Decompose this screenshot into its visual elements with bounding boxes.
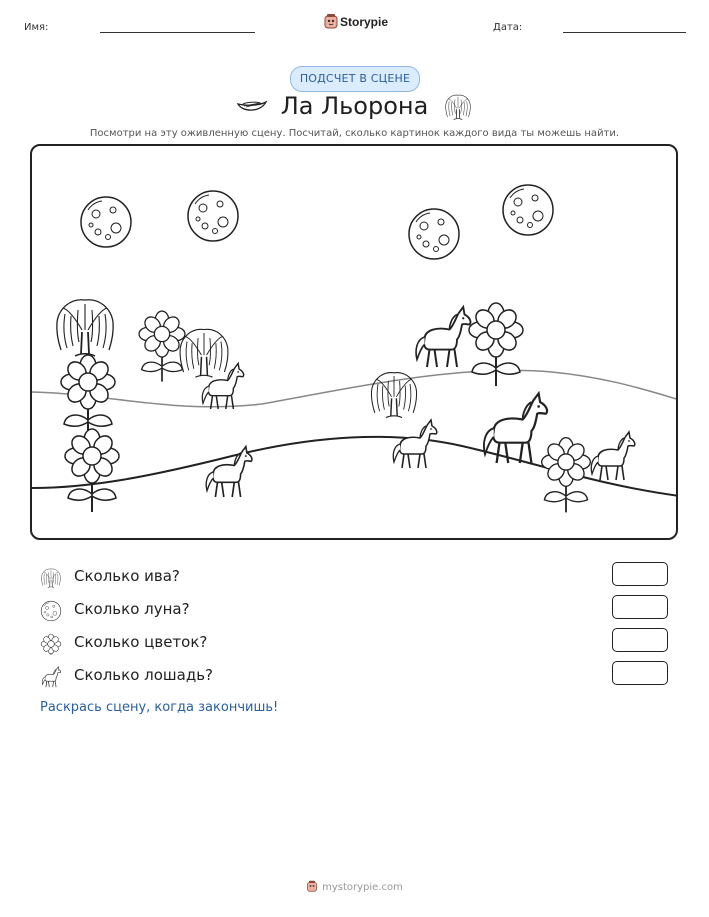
answer-box[interactable] bbox=[612, 628, 668, 652]
footer-brand bbox=[0, 880, 709, 893]
name-field[interactable] bbox=[100, 32, 255, 33]
question-row-moon bbox=[40, 597, 680, 623]
moon-2 bbox=[188, 191, 238, 241]
answer-box[interactable] bbox=[612, 562, 668, 586]
willow-icon bbox=[444, 92, 472, 122]
page-title: Ла Льорона bbox=[280, 92, 429, 120]
moon-icon bbox=[40, 600, 62, 622]
flower-5 bbox=[542, 438, 591, 513]
flower-1 bbox=[139, 311, 185, 382]
brand-name: Storypie bbox=[340, 15, 389, 29]
horse-6 bbox=[591, 432, 635, 480]
question-row-horse bbox=[40, 663, 680, 689]
horse-icon bbox=[40, 666, 62, 688]
horse-5 bbox=[484, 393, 547, 463]
answer-box[interactable] bbox=[612, 595, 668, 619]
horse-3 bbox=[393, 420, 437, 468]
storypie-logo-icon bbox=[306, 880, 318, 892]
horse-4 bbox=[206, 447, 252, 497]
answer-box[interactable] bbox=[612, 661, 668, 685]
question-text: Сколько ива? bbox=[74, 567, 180, 585]
moon-4 bbox=[503, 185, 553, 235]
horse-2 bbox=[416, 307, 470, 367]
counting-scene bbox=[30, 144, 678, 540]
flower-2 bbox=[61, 355, 115, 438]
question-text: Сколько луна? bbox=[74, 600, 190, 618]
willow-3 bbox=[371, 373, 416, 418]
activity-badge: ПОДСЧЕТ В СЦЕНЕ bbox=[290, 66, 420, 92]
coloring-note: Раскрась сцену, когда закончишь! bbox=[40, 700, 279, 715]
question-text: Сколько лошадь? bbox=[74, 666, 213, 684]
footer-url[interactable]: mystorypie.com bbox=[322, 882, 403, 893]
willow-1 bbox=[57, 300, 113, 356]
willow-icon bbox=[40, 567, 62, 589]
flower-4 bbox=[469, 303, 523, 386]
back-hill-line bbox=[32, 370, 678, 406]
willow-2 bbox=[180, 329, 228, 377]
date-field[interactable] bbox=[563, 32, 686, 33]
flower-icon bbox=[40, 633, 62, 655]
question-row-flower bbox=[40, 630, 680, 656]
question-text: Сколько цветок? bbox=[74, 633, 208, 651]
moon-1 bbox=[81, 197, 131, 247]
horse-1 bbox=[202, 363, 243, 409]
storypie-logo-icon bbox=[323, 13, 339, 29]
flower-3 bbox=[65, 429, 119, 512]
name-label: Имя: bbox=[24, 22, 49, 33]
moon-3 bbox=[409, 209, 459, 259]
question-row-willow bbox=[40, 564, 680, 590]
instructions: Посмотри на эту оживленную сцену. Посчитай, сколько картинок каждого вида ты можешь найти. bbox=[89, 128, 620, 139]
date-label: Дата: bbox=[493, 22, 523, 33]
